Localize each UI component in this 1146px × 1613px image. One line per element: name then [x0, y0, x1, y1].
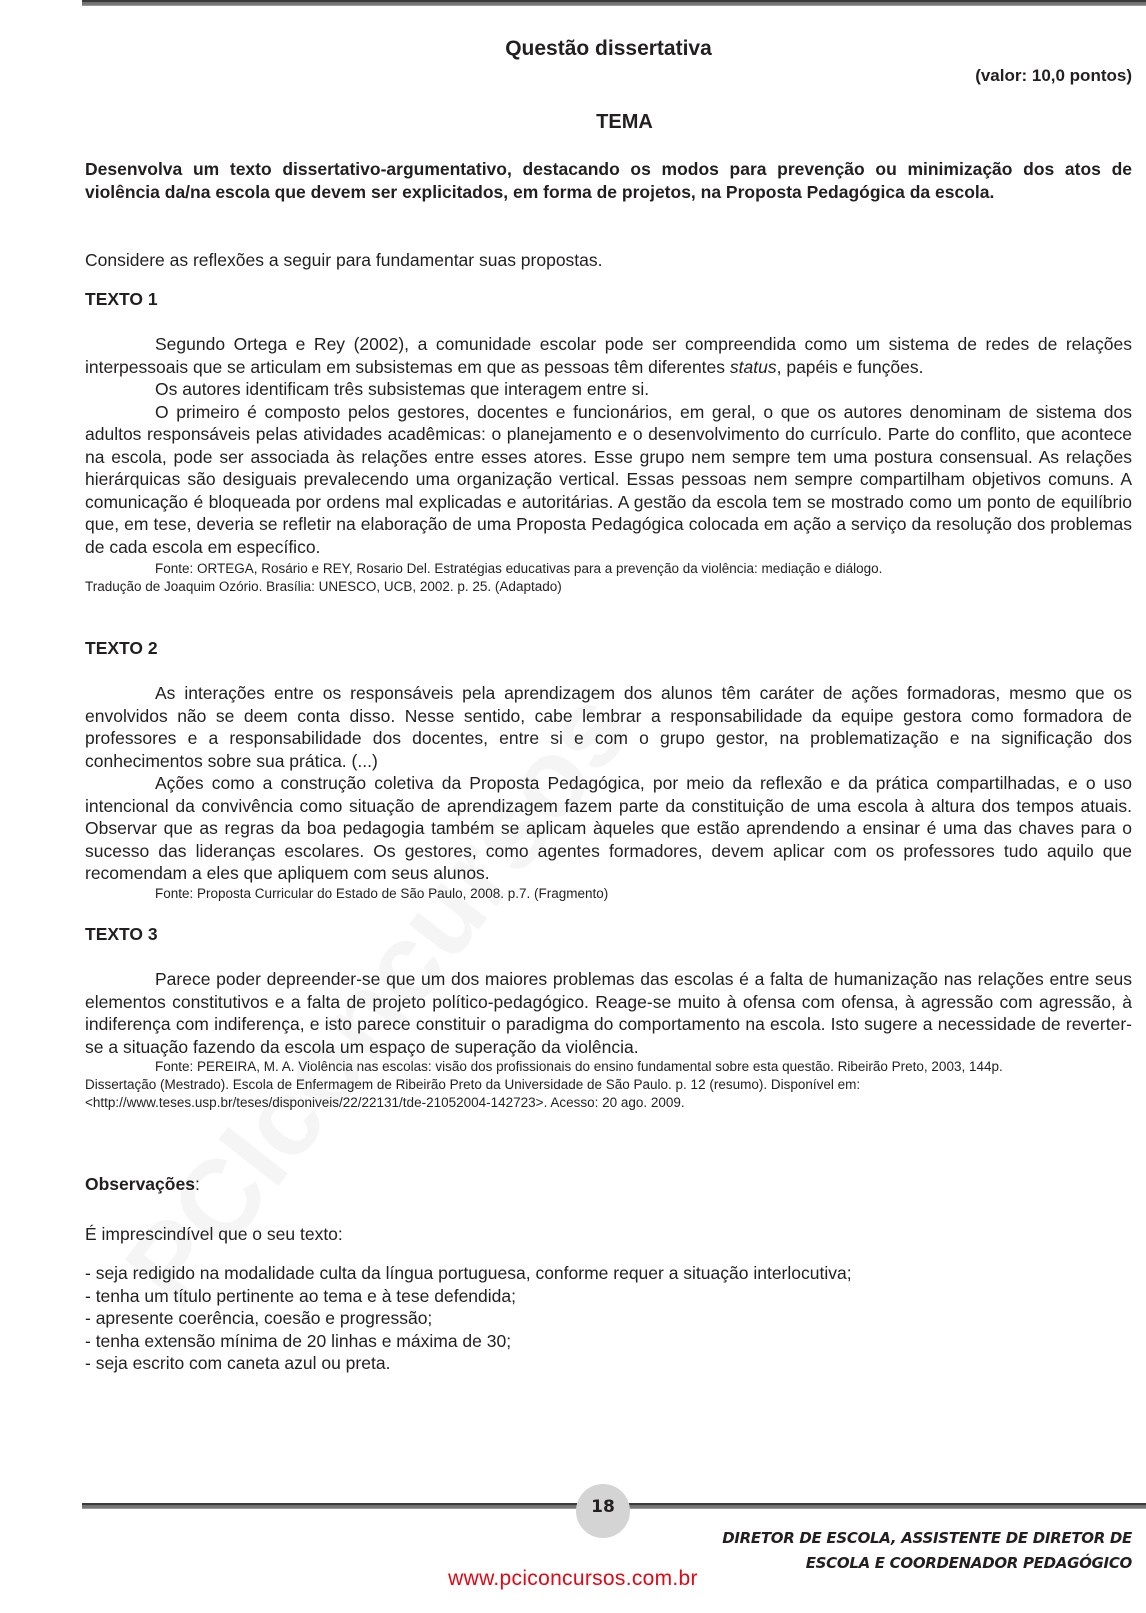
texto3-heading: TEXTO 3	[85, 924, 158, 944]
texto3-body	[85, 968, 1132, 1112]
texto2-paragraph: As interações entre os responsáveis pela aprendizagem dos alunos têm caráter de ações formadoras, mesmo que os envolvidos não se deem conta disso. Nesse sentido, cabe lembrar a responsabilidade da equipe gestora como formadora de professores e a responsabilidade dos docentes, entre si e com o grupo gestor, na problematização e na significação dos conhecimentos sobre sua prática. (...)	[85, 683, 1132, 771]
list-item: - seja escrito com caneta azul ou preta.	[85, 1353, 391, 1373]
texto1-heading: TEXTO 1	[85, 289, 158, 309]
texto2-source: Fonte: Proposta Curricular do Estado de São Paulo, 2008. p.7. (Fragmento)	[155, 885, 609, 901]
texto1-paragraph: O primeiro é composto pelos gestores, docentes e funcionários, em geral, o que os autores denominam de sistema dos adultos responsáveis pelas atividades acadêmicas: o planejamento e o desenvolvimento do currículo. Parte do conflito, que acontece na escola, pode ser associada às relações entre esses atores. Esse grupo nem sempre tem uma postura consensual. As relações hierárquicas são desiguais prevalecendo uma organização vertical. Essas pessoas nem sempre compartilham objetivos comuns. A comunicação é bloqueada por ordens mal explicadas e autoritárias. A gestão da escola tem se mostrado como um ponto de equilíbrio que, em tese, deveria se refletir na elaboração de uma Proposta Pedagógica colocada em ação a serviço da resolução dos problemas de cada escola em específico.	[85, 401, 1132, 557]
footer-site-link[interactable]: www.pciconcursos.com.br	[448, 1567, 698, 1590]
texto1-source: Fonte: ORTEGA, Rosário e REY, Rosario Del. Estratégias educativas para a prevenção da violência: mediação e diálogo. Tradução de Joaquim Ozório. Brasília: UNESCO, UCB, 2002. p. 25. (Adaptado)	[85, 561, 883, 594]
observations-intro: É imprescindível que o seu texto:	[85, 1224, 343, 1244]
page-title: Questão dissertativa	[505, 37, 712, 60]
footer-exam-title: DIRETOR DE ESCOLA, ASSISTENTE DE DIRETOR DE ESCOLA E COORDENADOR PEDAGÓGICO	[722, 1529, 1132, 1572]
texto1-paragraph: Os autores identificam três subsistemas que interagem entre si.	[155, 379, 650, 399]
theme-label: TEMA	[596, 111, 653, 133]
texto3-paragraph: Parece poder depreender-se que um dos maiores problemas das escolas é a falta de humanização nas relações entre seus elementos constitutivos e a falta de projeto político-pedagógico. Reage-se muito à ofensa com ofensa, à agressão com agressão, à indiferença com indiferença, e isto parece constituir o paradigma do comportamento na escola. Isto sugere a necessidade de reverter-se a situação fazendo da escola um espaço de superação da violência.	[85, 969, 1132, 1057]
texto1-paragraph: Segundo Ortega e Rey (2002), a comunidade escolar pode ser compreendida como um sistema de redes de relações interpessoais que se articulam em subsistemas em que as pessoas têm diferentes status, papéis e funções.	[85, 334, 1132, 377]
status-italic: status	[729, 356, 777, 377]
list-item: - apresente coerência, coesão e progressão;	[85, 1308, 433, 1328]
list-item: - tenha um título pertinente ao tema e à tese defendida;	[85, 1285, 516, 1306]
observations-heading: Observações:	[85, 1174, 200, 1194]
question-value: (valor: 10,0 pontos)	[975, 66, 1132, 85]
top-rule	[82, 0, 1146, 6]
texto2-heading: TEXTO 2	[85, 638, 158, 658]
texto3-source: Fonte: PEREIRA, M. A. Violência nas escolas: visão dos profissionais do ensino fundamental sobre esta questão. Ribeirão Preto, 2003, 144p. Dissertação (Mestrado). Escola de Enfermagem de Ribeirão Preto da Universidade de São Paulo. p. 12 (resumo). Disponível em: <http://www.teses.usp.br/teses/disponiveis/22/22131/tde-21052004-142723>. Acesso: 20 ago. 2009.	[85, 1059, 1003, 1110]
page-number-badge: 18	[576, 1484, 630, 1538]
essay-prompt: Desenvolva um texto dissertativo-argumentativo, destacando os modos para prevenção ou minimização dos atos de violência da/na escola que devem ser explicitados, em forma de projetos, na Proposta Pedagógica da escola.	[85, 159, 1132, 202]
consider-instruction: Considere as reflexões a seguir para fundamentar suas propostas.	[85, 250, 603, 270]
texto2-body	[85, 682, 1132, 903]
list-item: - tenha extensão mínima de 20 linhas e máxima de 30;	[85, 1330, 512, 1351]
observations-list	[85, 1262, 852, 1375]
texto1-body	[85, 333, 1132, 596]
texto2-paragraph: Ações como a construção coletiva da Proposta Pedagógica, por meio da reflexão e da prática compartilhadas, e o uso intencional da convivência como situação de aprendizagem fazem parte da constituição de uma escola à altura dos tempos atuais. Observar que as regras da boa pedagogia também se aplicam àqueles que estão aprendendo a ensinar é uma das chaves para o sucesso das lideranças escolares. Os gestores, como agentes formadores, devem aplicar com os professores tudo aquilo que recomendam a eles que apliquem com seus alunos.	[85, 773, 1132, 883]
list-item: - seja redigido na modalidade culta da língua portuguesa, conforme requer a situação interlocutiva;	[85, 1263, 852, 1283]
